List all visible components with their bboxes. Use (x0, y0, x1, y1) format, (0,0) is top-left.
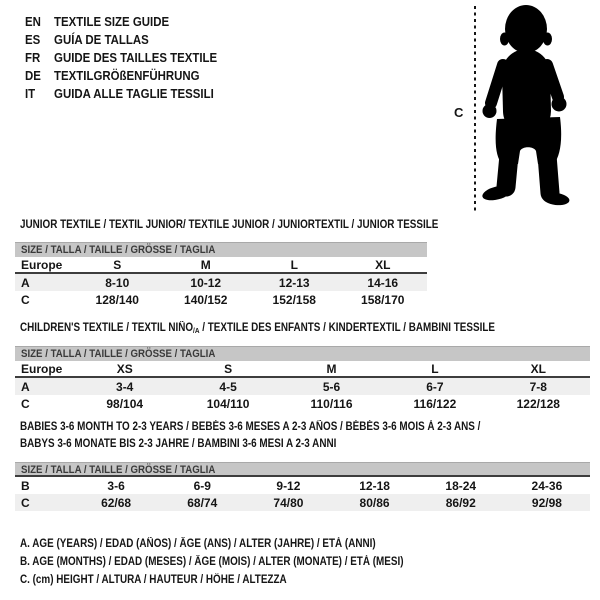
language-label: GUÍA DE TALLAS (54, 31, 149, 47)
language-list (25, 12, 243, 102)
children-table-title (20, 322, 495, 335)
language-row (25, 30, 217, 48)
size-cell: 104/110 (206, 396, 250, 411)
size-cell: XS (116, 361, 133, 376)
size-cell: 18-24 (445, 478, 477, 493)
size-header-bar (15, 462, 590, 477)
size-cell: 6-7 (426, 379, 444, 394)
row-label: C (21, 495, 30, 510)
children-size-table (15, 346, 590, 412)
row-label: B (21, 478, 30, 493)
language-label: GUIDE DES TAILLES TEXTILE (54, 49, 218, 65)
babies-size-table (15, 462, 590, 511)
babies-table-title-line2: BABYS 3-6 MONATE BIS 2-3 JAHRE / BAMBINI 3-6 MESI A 2-3 ANNI (20, 438, 337, 450)
baby-silhouette-icon (481, 3, 577, 207)
children-title-post: / TEXTILE DES ENFANTS / KINDERTEXTIL / BAMBINI TESSILE (199, 322, 495, 334)
size-cell: 8-10 (105, 275, 130, 290)
row-label: A (21, 275, 30, 290)
size-cell: 140/152 (184, 292, 228, 307)
table-row-height (15, 494, 590, 511)
size-cell: S (224, 361, 233, 376)
row-label: C (21, 396, 30, 411)
height-measure-line (474, 6, 476, 212)
size-cell: 80/86 (359, 495, 390, 510)
size-cell: 158/170 (361, 292, 405, 307)
language-code: EN (25, 13, 41, 29)
row-label: A (21, 379, 30, 394)
height-measure-label: C (454, 105, 464, 120)
size-cell: 5-6 (322, 379, 341, 394)
babies-table-title-line1: BABIES 3-6 MONTH TO 2-3 YEARS / BEBÉS 3-6 MESES A 2-3 AÑOS / BÉBÉS 3-6 MOIS À 2-3 ANS / (20, 421, 481, 433)
footnote-a: A. AGE (YEARS) / EDAD (AÑOS) / ÂGE (ANS) / ALTER (JAHRE) / ETÀ (ANNI) (20, 538, 376, 550)
size-cell: 86/92 (445, 495, 476, 510)
size-cell: L (431, 361, 439, 376)
language-code: DE (25, 67, 41, 83)
size-cell: 10-12 (190, 275, 222, 290)
table-row-height (15, 395, 590, 412)
language-row (25, 84, 217, 102)
size-header-text: SIZE / TALLA / TAILLE / GRÖSSE / TAGLIA (21, 464, 216, 476)
language-code: ES (25, 31, 41, 47)
footnote-b: B. AGE (MONTHS) / EDAD (MESES) / ÂGE (MOIS) / ALTER (MONATE) / ETÀ (MESI) (20, 556, 404, 568)
size-cell: 7-8 (529, 379, 547, 394)
children-title-sub: /A (193, 326, 200, 335)
size-cell: 14-16 (367, 275, 399, 290)
size-cell: M (326, 361, 337, 376)
size-cell: XL (375, 257, 391, 272)
size-cell: 3-6 (107, 478, 125, 493)
language-code: FR (25, 49, 41, 65)
size-header-bar (15, 346, 590, 361)
size-cell: 12-13 (278, 275, 310, 290)
size-cell: 152/158 (272, 292, 316, 307)
size-cell: 74/80 (273, 495, 304, 510)
size-cell: 6-9 (193, 478, 211, 493)
size-cell: 98/104 (106, 396, 144, 411)
children-title-pre: CHILDREN'S TEXTILE / TEXTIL NIÑO (20, 322, 194, 334)
table-row-months (15, 477, 590, 494)
size-header-text: SIZE / TALLA / TAILLE / GRÖSSE / TAGLIA (21, 348, 216, 360)
row-label: Europe (21, 257, 63, 272)
table-row-age (15, 274, 427, 291)
size-cell: L (290, 257, 298, 272)
footnote-c: C. (cm) HEIGHT / ALTURA / HAUTEUR / HÖHE / ALTEZZA (20, 574, 287, 586)
size-header-bar (15, 242, 427, 257)
junior-table-title: JUNIOR TEXTILE / TEXTIL JUNIOR/ TEXTILE JUNIOR / JUNIORTEXTIL / JUNIOR TESSILE (20, 219, 439, 231)
language-row (25, 12, 217, 30)
row-label: C (21, 292, 30, 307)
size-cell: 92/98 (531, 495, 562, 510)
size-cell: 12-18 (359, 478, 390, 493)
table-row-europe (15, 257, 427, 274)
table-row-height (15, 291, 427, 308)
row-label: Europe (21, 361, 63, 376)
language-label: TEXTILGRÖßENFÜHRUNG (54, 67, 200, 83)
language-label: TEXTILE SIZE GUIDE (54, 13, 170, 29)
size-cell: M (200, 257, 211, 272)
size-cell: 68/74 (187, 495, 218, 510)
table-row-age (15, 378, 590, 395)
language-row (25, 66, 217, 84)
size-cell: XL (530, 361, 546, 376)
language-label: GUIDA ALLE TAGLIE TESSILI (54, 85, 214, 101)
size-cell: 3-4 (116, 379, 134, 394)
language-code: IT (25, 85, 36, 101)
size-cell: 128/140 (95, 292, 139, 307)
size-cell: 116/122 (413, 396, 457, 411)
size-header-text: SIZE / TALLA / TAILLE / GRÖSSE / TAGLIA (21, 244, 216, 256)
size-cell: 110/116 (310, 396, 353, 411)
size-cell: 4-5 (219, 379, 237, 394)
footnotes (20, 538, 466, 592)
size-cell: 122/128 (516, 396, 560, 411)
size-cell: 24-36 (531, 478, 563, 493)
size-cell: S (113, 257, 122, 272)
junior-size-table (15, 242, 427, 308)
size-cell: 9-12 (276, 478, 301, 493)
size-cell: 62/68 (101, 495, 132, 510)
language-row (25, 48, 217, 66)
table-row-europe (15, 361, 590, 378)
